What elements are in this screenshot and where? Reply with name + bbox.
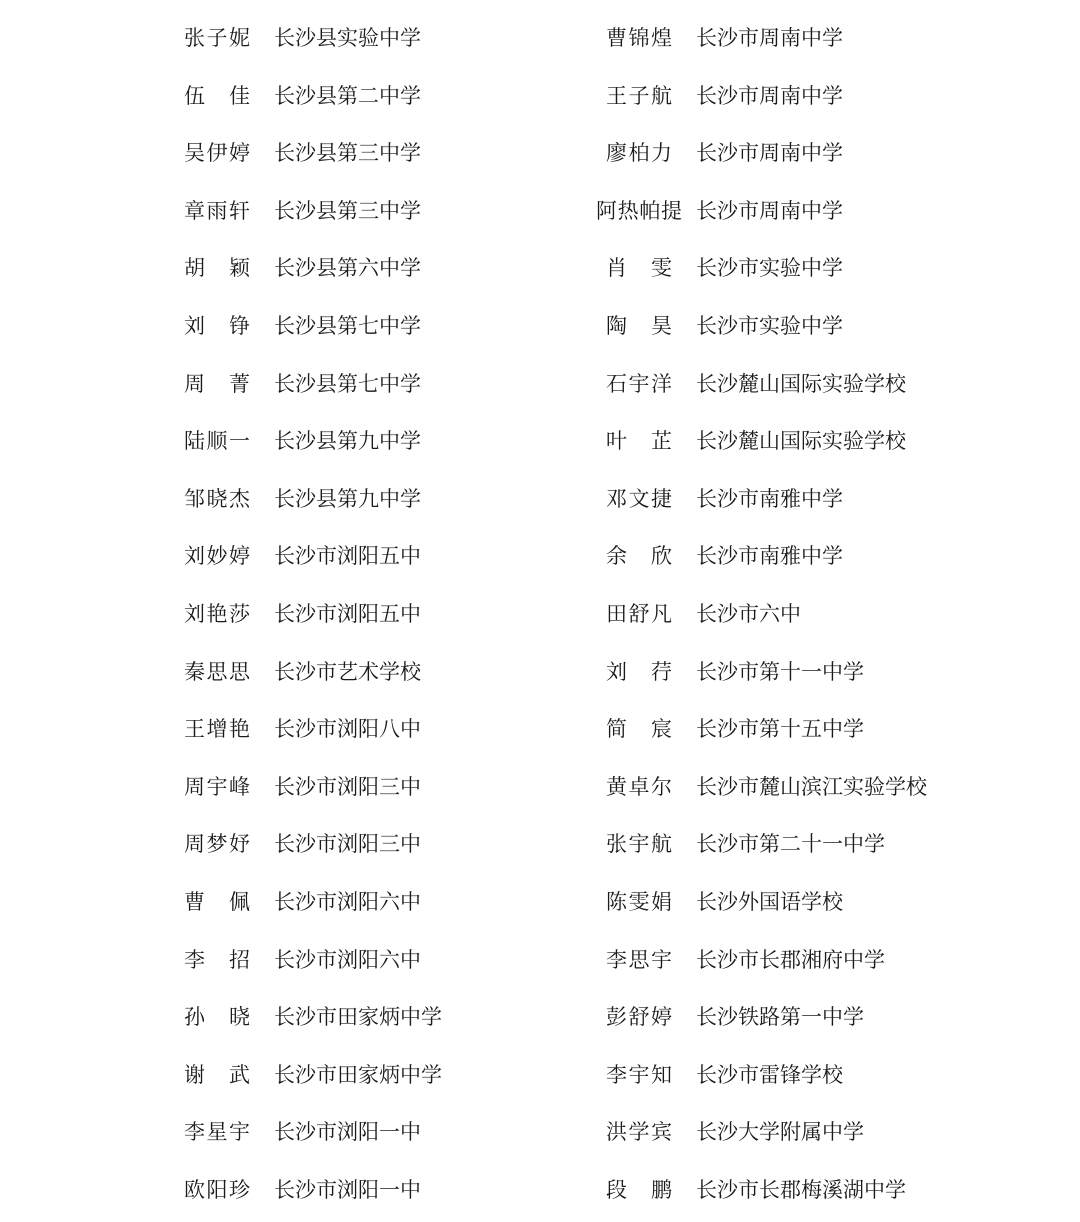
left-school-name: 长沙市浏阳三中 <box>274 774 421 799</box>
list-row <box>0 191 1080 231</box>
list-row <box>0 133 1080 173</box>
list-row <box>0 306 1080 346</box>
left-school-name: 长沙县第三中学 <box>274 198 421 223</box>
left-school-name: 长沙市浏阳五中 <box>274 544 421 569</box>
left-school-name: 长沙县第二中学 <box>274 83 421 108</box>
left-school-name: 长沙县第九中学 <box>274 429 421 454</box>
list-row <box>0 997 1080 1037</box>
right-student-name: 黄卓尔 <box>606 774 672 799</box>
right-student-name: 洪学宾 <box>606 1120 672 1145</box>
right-student-name: 李宇知 <box>606 1062 672 1087</box>
list-row <box>0 421 1080 461</box>
right-school-name: 长沙麓山国际实验学校 <box>696 429 906 454</box>
left-student-name: 胡颖 <box>184 256 250 281</box>
right-school-name: 长沙市实验中学 <box>696 256 843 281</box>
right-school-name: 长沙铁路第一中学 <box>696 1005 864 1030</box>
left-student-name: 张子妮 <box>184 26 250 50</box>
right-school-name: 长沙市长郡湘府中学 <box>696 947 885 972</box>
right-student-name: 石宇洋 <box>606 371 672 396</box>
list-row <box>0 76 1080 116</box>
right-school-name: 长沙市周南中学 <box>696 83 843 108</box>
right-student-name: 廖柏力 <box>606 141 672 166</box>
list-row <box>0 767 1080 807</box>
list-row <box>0 709 1080 749</box>
left-school-name: 长沙市浏阳三中 <box>274 832 421 857</box>
list-row <box>0 364 1080 404</box>
left-school-name: 长沙县第九中学 <box>274 486 421 511</box>
right-student-name: 王子航 <box>606 83 672 108</box>
list-row <box>0 18 1080 58</box>
right-school-name: 长沙市长郡梅溪湖中学 <box>696 1178 906 1202</box>
list-row <box>0 652 1080 692</box>
left-school-name: 长沙县第三中学 <box>274 141 421 166</box>
right-school-name: 长沙市六中 <box>696 602 801 626</box>
right-school-name: 长沙市周南中学 <box>696 141 843 166</box>
list-row <box>0 479 1080 519</box>
left-school-name: 长沙市艺术学校 <box>274 659 421 684</box>
list-row <box>0 1112 1080 1152</box>
right-school-name: 长沙市周南中学 <box>696 26 843 50</box>
list-row <box>0 824 1080 864</box>
left-school-name: 长沙县第七中学 <box>274 371 421 396</box>
left-school-name: 长沙市浏阳一中 <box>274 1120 421 1145</box>
right-school-name: 长沙外国语学校 <box>696 890 843 914</box>
list-row <box>0 1055 1080 1095</box>
right-student-name: 陶昊 <box>606 314 672 338</box>
right-student-name: 阿热帕提 <box>596 198 682 223</box>
left-school-name: 长沙县实验中学 <box>274 26 421 50</box>
right-school-name: 长沙市南雅中学 <box>696 544 843 569</box>
list-row <box>0 940 1080 980</box>
right-school-name: 长沙麓山国际实验学校 <box>696 371 906 396</box>
left-student-name: 李星宇 <box>184 1120 250 1145</box>
right-student-name: 李思宇 <box>606 947 672 972</box>
right-school-name: 长沙市第十五中学 <box>696 717 864 742</box>
right-student-name: 肖雯 <box>606 256 672 281</box>
list-row <box>0 248 1080 288</box>
left-student-name: 王增艳 <box>184 717 250 742</box>
right-school-name: 长沙市第十一中学 <box>696 659 864 684</box>
right-student-name: 曹锦煌 <box>606 26 672 50</box>
right-school-name: 长沙市实验中学 <box>696 314 843 338</box>
right-student-name: 陈雯娟 <box>606 890 672 914</box>
left-student-name: 欧阳珍 <box>184 1178 250 1202</box>
left-student-name: 刘妙婷 <box>184 544 250 569</box>
right-student-name: 彭舒婷 <box>606 1005 672 1030</box>
list-row <box>0 882 1080 922</box>
right-school-name: 长沙市周南中学 <box>696 198 843 223</box>
left-student-name: 伍佳 <box>184 83 250 108</box>
left-student-name: 谢武 <box>184 1062 250 1087</box>
right-school-name: 长沙市麓山滨江实验学校 <box>696 774 927 799</box>
right-school-name: 长沙市雷锋学校 <box>696 1062 843 1087</box>
right-school-name: 长沙大学附属中学 <box>696 1120 864 1145</box>
left-student-name: 章雨轩 <box>184 198 250 223</box>
right-student-name: 田舒凡 <box>606 602 672 626</box>
right-school-name: 长沙市第二十一中学 <box>696 832 885 857</box>
right-student-name: 简宸 <box>606 717 672 742</box>
left-student-name: 吴伊婷 <box>184 141 250 166</box>
left-student-name: 周宇峰 <box>184 774 250 799</box>
left-student-name: 周梦妤 <box>184 832 250 857</box>
right-student-name: 邓文捷 <box>606 486 672 511</box>
left-student-name: 陆顺一 <box>184 429 250 454</box>
left-school-name: 长沙市浏阳八中 <box>274 717 421 742</box>
left-student-name: 李招 <box>184 947 250 972</box>
left-student-name: 刘艳莎 <box>184 602 250 626</box>
left-student-name: 邹晓杰 <box>184 486 250 511</box>
right-student-name: 张宇航 <box>606 832 672 857</box>
right-school-name: 长沙市南雅中学 <box>696 486 843 511</box>
left-school-name: 长沙县第七中学 <box>274 314 421 338</box>
list-row <box>0 594 1080 634</box>
left-student-name: 周菁 <box>184 371 250 396</box>
left-student-name: 刘铮 <box>184 314 250 338</box>
left-student-name: 曹佩 <box>184 890 250 914</box>
list-row <box>0 1170 1080 1210</box>
left-student-name: 秦思思 <box>184 659 250 684</box>
left-school-name: 长沙市田家炳中学 <box>274 1005 442 1030</box>
left-school-name: 长沙县第六中学 <box>274 256 421 281</box>
left-school-name: 长沙市浏阳一中 <box>274 1178 421 1202</box>
left-student-name: 孙晓 <box>184 1005 250 1030</box>
left-school-name: 长沙市田家炳中学 <box>274 1062 442 1087</box>
list-row <box>0 536 1080 576</box>
right-student-name: 叶芷 <box>606 429 672 454</box>
left-school-name: 长沙市浏阳六中 <box>274 890 421 914</box>
left-school-name: 长沙市浏阳六中 <box>274 947 421 972</box>
right-student-name: 余欣 <box>606 544 672 569</box>
right-student-name: 刘荇 <box>606 659 672 684</box>
left-school-name: 长沙市浏阳五中 <box>274 602 421 626</box>
right-student-name: 段鹏 <box>606 1178 672 1202</box>
